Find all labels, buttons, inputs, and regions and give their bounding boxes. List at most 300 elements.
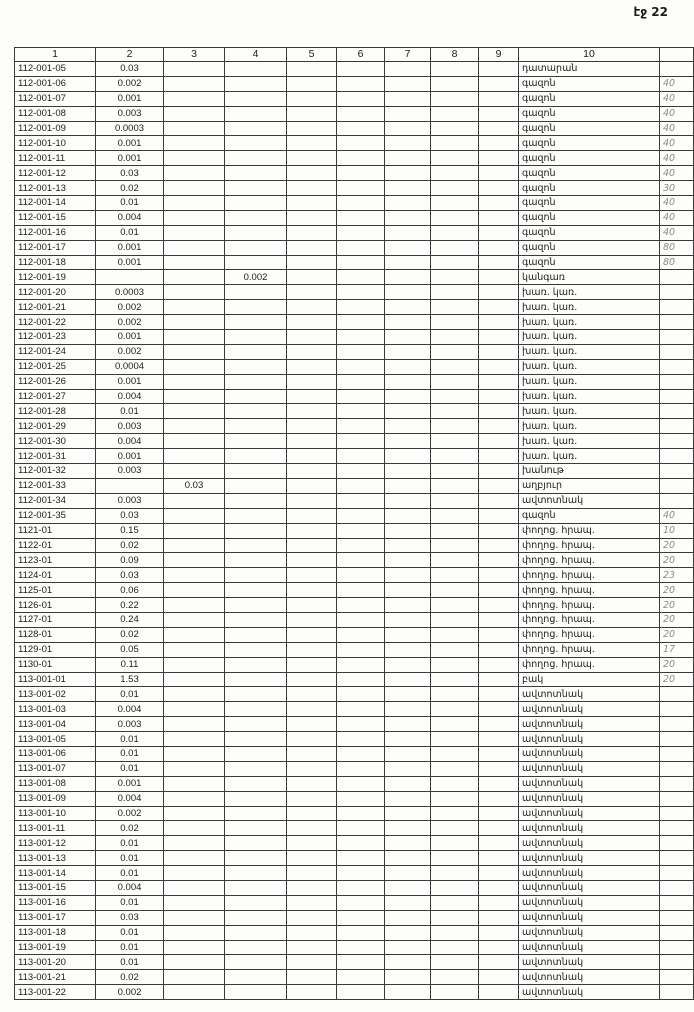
value-cell: [479, 76, 519, 91]
value-cell: [385, 121, 431, 136]
value-cell: [337, 538, 385, 553]
table-row: [15, 672, 694, 687]
value-cell: 0.002: [96, 985, 164, 1000]
land-use-label-cell: խառ. կառ.: [519, 344, 660, 359]
value-cell: [337, 359, 385, 374]
value-cell: [164, 493, 225, 508]
value-cell: [337, 940, 385, 955]
land-use-label-cell: ավտոտնակ: [519, 955, 660, 970]
margin-note: 40: [660, 225, 694, 240]
land-use-label-cell: գազոն: [519, 166, 660, 181]
value-cell: [337, 91, 385, 106]
land-use-label-cell: գազոն: [519, 240, 660, 255]
land-use-label-cell: փողոց. հրապ.: [519, 642, 660, 657]
value-cell: [225, 791, 287, 806]
margin-note: 40: [660, 151, 694, 166]
value-cell: [479, 210, 519, 225]
value-cell: [431, 732, 479, 747]
value-cell: [479, 553, 519, 568]
value-cell: [385, 910, 431, 925]
value-cell: [337, 627, 385, 642]
land-use-label-cell: խառ. կառ.: [519, 449, 660, 464]
value-cell: [385, 895, 431, 910]
parcel-code-cell: 112-001-12: [15, 166, 96, 181]
parcel-code-cell: 112-001-23: [15, 330, 96, 345]
value-cell: [337, 761, 385, 776]
value-cell: [479, 851, 519, 866]
value-cell: [225, 732, 287, 747]
value-cell: [337, 985, 385, 1000]
value-cell: 0.004: [96, 434, 164, 449]
land-use-label-cell: ավտոտնակ: [519, 761, 660, 776]
table-row: [15, 940, 694, 955]
margin-note: [660, 791, 694, 806]
value-cell: [164, 210, 225, 225]
value-cell: [225, 478, 287, 493]
value-cell: [337, 255, 385, 270]
value-cell: [225, 806, 287, 821]
value-cell: [479, 866, 519, 881]
parcel-code-cell: 113-001-06: [15, 746, 96, 761]
table-row: [15, 478, 694, 493]
value-cell: [225, 196, 287, 211]
value-cell: [287, 598, 337, 613]
value-cell: [431, 866, 479, 881]
value-cell: 0.002: [96, 806, 164, 821]
value-cell: [385, 240, 431, 255]
value-cell: [431, 568, 479, 583]
margin-note: [660, 925, 694, 940]
value-cell: [225, 315, 287, 330]
land-use-label-cell: ավտոտնակ: [519, 493, 660, 508]
value-cell: [225, 583, 287, 598]
value-cell: [385, 672, 431, 687]
margin-note: [660, 359, 694, 374]
parcel-code-cell: 1123-01: [15, 553, 96, 568]
value-cell: [337, 449, 385, 464]
parcel-code-cell: 113-001-14: [15, 866, 96, 881]
value-cell: 0.002: [96, 315, 164, 330]
value-cell: 0.001: [96, 91, 164, 106]
value-cell: [431, 508, 479, 523]
table-row: [15, 955, 694, 970]
value-cell: [287, 880, 337, 895]
table-row: [15, 985, 694, 1000]
value-cell: [431, 181, 479, 196]
value-cell: 0.003: [96, 106, 164, 121]
value-cell: [431, 255, 479, 270]
parcel-code-cell: 1125-01: [15, 583, 96, 598]
land-use-label-cell: գազոն: [519, 151, 660, 166]
table-row: [15, 493, 694, 508]
parcel-code-cell: 112-001-25: [15, 359, 96, 374]
parcel-code-cell: 113-001-09: [15, 791, 96, 806]
value-cell: [479, 791, 519, 806]
value-cell: [164, 642, 225, 657]
value-cell: [479, 285, 519, 300]
value-cell: [287, 657, 337, 672]
land-use-label-cell: ավտոտնակ: [519, 717, 660, 732]
value-cell: [164, 196, 225, 211]
value-cell: [431, 196, 479, 211]
value-cell: [287, 955, 337, 970]
value-cell: 0.01: [96, 866, 164, 881]
value-cell: [385, 746, 431, 761]
margin-note: [660, 330, 694, 345]
value-cell: [385, 196, 431, 211]
value-cell: [431, 210, 479, 225]
value-cell: [337, 672, 385, 687]
value-cell: [164, 136, 225, 151]
table-row: [15, 419, 694, 434]
table-row: [15, 925, 694, 940]
value-cell: [225, 136, 287, 151]
value-cell: [479, 404, 519, 419]
value-cell: [479, 612, 519, 627]
parcel-code-cell: 1121-01: [15, 523, 96, 538]
value-cell: 0.01: [96, 851, 164, 866]
value-cell: [225, 404, 287, 419]
parcel-code-cell: 113-001-13: [15, 851, 96, 866]
parcel-code-cell: 112-001-13: [15, 181, 96, 196]
value-cell: [287, 895, 337, 910]
value-cell: [287, 806, 337, 821]
value-cell: 0.002: [96, 76, 164, 91]
land-use-label-cell: ավտոտնակ: [519, 880, 660, 895]
value-cell: [479, 702, 519, 717]
value-cell: 0.02: [96, 627, 164, 642]
value-cell: [385, 821, 431, 836]
margin-note: 20: [660, 672, 694, 687]
margin-note: [660, 776, 694, 791]
margin-note: [660, 732, 694, 747]
value-cell: [479, 687, 519, 702]
table-row: [15, 568, 694, 583]
table-row: [15, 880, 694, 895]
parcel-code-cell: 113-001-07: [15, 761, 96, 776]
margin-note: [660, 761, 694, 776]
land-use-label-cell: ավտոտնակ: [519, 940, 660, 955]
value-cell: [479, 672, 519, 687]
value-cell: [164, 672, 225, 687]
margin-note: [660, 344, 694, 359]
value-cell: [164, 449, 225, 464]
margin-note: [660, 866, 694, 881]
land-use-label-cell: աղբյուր: [519, 478, 660, 493]
value-cell: [385, 374, 431, 389]
value-cell: [431, 583, 479, 598]
value-cell: [385, 970, 431, 985]
value-cell: [287, 851, 337, 866]
value-cell: [479, 925, 519, 940]
value-cell: 0.003: [96, 419, 164, 434]
land-register-table: [14, 47, 694, 1000]
value-cell: [225, 836, 287, 851]
margin-note: [660, 464, 694, 479]
value-cell: [225, 925, 287, 940]
margin-note: 80: [660, 255, 694, 270]
value-cell: [385, 166, 431, 181]
value-cell: [225, 672, 287, 687]
table-row: [15, 657, 694, 672]
margin-note: [660, 687, 694, 702]
margin-note: 20: [660, 583, 694, 598]
value-cell: [337, 389, 385, 404]
value-cell: 0.01: [96, 836, 164, 851]
value-cell: [479, 225, 519, 240]
value-cell: 0.01: [96, 761, 164, 776]
value-cell: [431, 657, 479, 672]
value-cell: [287, 523, 337, 538]
parcel-code-cell: 1127-01: [15, 612, 96, 627]
value-cell: 0.001: [96, 374, 164, 389]
value-cell: [164, 225, 225, 240]
value-cell: 0.24: [96, 612, 164, 627]
value-cell: [385, 583, 431, 598]
value-cell: [385, 210, 431, 225]
margin-note: 20: [660, 598, 694, 613]
value-cell: [225, 940, 287, 955]
value-cell: [337, 166, 385, 181]
value-cell: [385, 612, 431, 627]
value-cell: [337, 746, 385, 761]
value-cell: 0.03: [96, 568, 164, 583]
value-cell: [164, 717, 225, 732]
land-use-label-cell: ավտոտնակ: [519, 746, 660, 761]
margin-note: [660, 851, 694, 866]
parcel-code-cell: 112-001-07: [15, 91, 96, 106]
value-cell: [479, 330, 519, 345]
value-cell: 0.0003: [96, 285, 164, 300]
land-use-label-cell: խառ. կառ.: [519, 330, 660, 345]
table-row: [15, 285, 694, 300]
value-cell: [225, 627, 287, 642]
parcel-code-cell: 112-001-10: [15, 136, 96, 151]
value-cell: [164, 240, 225, 255]
value-cell: [287, 746, 337, 761]
table-row: [15, 895, 694, 910]
value-cell: 0.002: [225, 270, 287, 285]
value-cell: 0.001: [96, 136, 164, 151]
value-cell: [337, 121, 385, 136]
value-cell: [431, 389, 479, 404]
value-cell: [385, 255, 431, 270]
value-cell: [225, 434, 287, 449]
value-cell: [337, 851, 385, 866]
value-cell: [164, 62, 225, 77]
margin-note: 20: [660, 657, 694, 672]
value-cell: 0.001: [96, 151, 164, 166]
value-cell: [287, 374, 337, 389]
value-cell: [337, 880, 385, 895]
value-cell: [431, 761, 479, 776]
value-cell: [479, 493, 519, 508]
value-cell: [337, 434, 385, 449]
value-cell: [385, 553, 431, 568]
value-cell: [431, 985, 479, 1000]
value-cell: [287, 493, 337, 508]
value-cell: [287, 821, 337, 836]
value-cell: [225, 568, 287, 583]
table-row: [15, 523, 694, 538]
value-cell: [287, 389, 337, 404]
value-cell: [337, 151, 385, 166]
value-cell: [225, 687, 287, 702]
land-use-label-cell: գազոն: [519, 136, 660, 151]
value-cell: 0.09: [96, 553, 164, 568]
value-cell: [385, 568, 431, 583]
value-cell: [287, 553, 337, 568]
value-cell: [225, 642, 287, 657]
value-cell: [479, 836, 519, 851]
value-cell: [164, 895, 225, 910]
value-cell: [479, 598, 519, 613]
value-cell: [287, 478, 337, 493]
parcel-code-cell: 112-001-32: [15, 464, 96, 479]
margin-note: 40: [660, 196, 694, 211]
land-use-label-cell: գազոն: [519, 106, 660, 121]
table-row: [15, 910, 694, 925]
value-cell: [164, 910, 225, 925]
margin-note: [660, 910, 694, 925]
parcel-code-cell: 113-001-01: [15, 672, 96, 687]
value-cell: [431, 151, 479, 166]
table-row: [15, 717, 694, 732]
land-use-label-cell: գազոն: [519, 508, 660, 523]
table-row: [15, 642, 694, 657]
value-cell: [431, 330, 479, 345]
value-cell: [287, 508, 337, 523]
value-cell: [479, 523, 519, 538]
value-cell: [164, 761, 225, 776]
value-cell: [385, 851, 431, 866]
value-cell: [337, 642, 385, 657]
table-row: [15, 702, 694, 717]
margin-note: [660, 493, 694, 508]
value-cell: [164, 791, 225, 806]
parcel-code-cell: 112-001-06: [15, 76, 96, 91]
land-use-label-cell: ավտոտնակ: [519, 702, 660, 717]
table-row: [15, 389, 694, 404]
value-cell: [287, 970, 337, 985]
value-cell: [287, 330, 337, 345]
table-header-row: [15, 48, 694, 62]
value-cell: [164, 389, 225, 404]
value-cell: [385, 717, 431, 732]
value-cell: [164, 255, 225, 270]
value-cell: [287, 300, 337, 315]
value-cell: [431, 344, 479, 359]
value-cell: [225, 106, 287, 121]
value-cell: [431, 925, 479, 940]
land-use-label-cell: խառ. կառ.: [519, 434, 660, 449]
parcel-code-cell: 113-001-03: [15, 702, 96, 717]
value-cell: 0.001: [96, 255, 164, 270]
value-cell: [337, 910, 385, 925]
value-cell: 0.22: [96, 598, 164, 613]
margin-note: [660, 985, 694, 1000]
column-header: 10: [519, 48, 660, 62]
margin-note: [660, 970, 694, 985]
value-cell: [225, 776, 287, 791]
value-cell: [164, 583, 225, 598]
table-row: [15, 776, 694, 791]
value-cell: 0.003: [96, 493, 164, 508]
land-use-label-cell: գազոն: [519, 121, 660, 136]
table-row: [15, 791, 694, 806]
value-cell: [164, 419, 225, 434]
value-cell: [225, 761, 287, 776]
value-cell: [164, 359, 225, 374]
value-cell: [287, 702, 337, 717]
value-cell: [287, 642, 337, 657]
value-cell: [337, 866, 385, 881]
value-cell: [164, 955, 225, 970]
value-cell: [287, 151, 337, 166]
value-cell: [431, 553, 479, 568]
table-row: [15, 166, 694, 181]
margin-note: [660, 955, 694, 970]
value-cell: [479, 717, 519, 732]
value-cell: [164, 702, 225, 717]
value-cell: [287, 612, 337, 627]
parcel-code-cell: 113-001-18: [15, 925, 96, 940]
land-use-label-cell: գազոն: [519, 91, 660, 106]
land-use-label-cell: փողոց. հրապ.: [519, 657, 660, 672]
value-cell: [385, 508, 431, 523]
value-cell: [479, 374, 519, 389]
table-row: [15, 970, 694, 985]
value-cell: 0.01: [96, 925, 164, 940]
value-cell: [337, 657, 385, 672]
value-cell: [431, 851, 479, 866]
parcel-code-cell: 112-001-28: [15, 404, 96, 419]
column-header: 6: [337, 48, 385, 62]
value-cell: [164, 330, 225, 345]
value-cell: 0.01: [96, 955, 164, 970]
value-cell: 0.001: [96, 776, 164, 791]
value-cell: [479, 106, 519, 121]
parcel-code-cell: 113-001-11: [15, 821, 96, 836]
value-cell: [385, 464, 431, 479]
margin-note: [660, 449, 694, 464]
margin-note: 30: [660, 181, 694, 196]
value-cell: [164, 344, 225, 359]
land-use-label-cell: խառ. կառ.: [519, 315, 660, 330]
value-cell: [287, 568, 337, 583]
value-cell: [431, 672, 479, 687]
parcel-code-cell: 112-001-35: [15, 508, 96, 523]
parcel-code-cell: 112-001-31: [15, 449, 96, 464]
table-row: [15, 612, 694, 627]
parcel-code-cell: 113-001-20: [15, 955, 96, 970]
value-cell: [287, 121, 337, 136]
value-cell: [225, 612, 287, 627]
land-use-label-cell: խառ. կառ.: [519, 374, 660, 389]
table-row: [15, 106, 694, 121]
value-cell: 0.01: [96, 404, 164, 419]
value-cell: [225, 970, 287, 985]
value-cell: [164, 285, 225, 300]
value-cell: [287, 315, 337, 330]
table-row: [15, 151, 694, 166]
table-row: [15, 136, 694, 151]
value-cell: [287, 672, 337, 687]
value-cell: [337, 478, 385, 493]
value-cell: [431, 464, 479, 479]
table-body: [15, 62, 694, 1000]
margin-note: 40: [660, 121, 694, 136]
